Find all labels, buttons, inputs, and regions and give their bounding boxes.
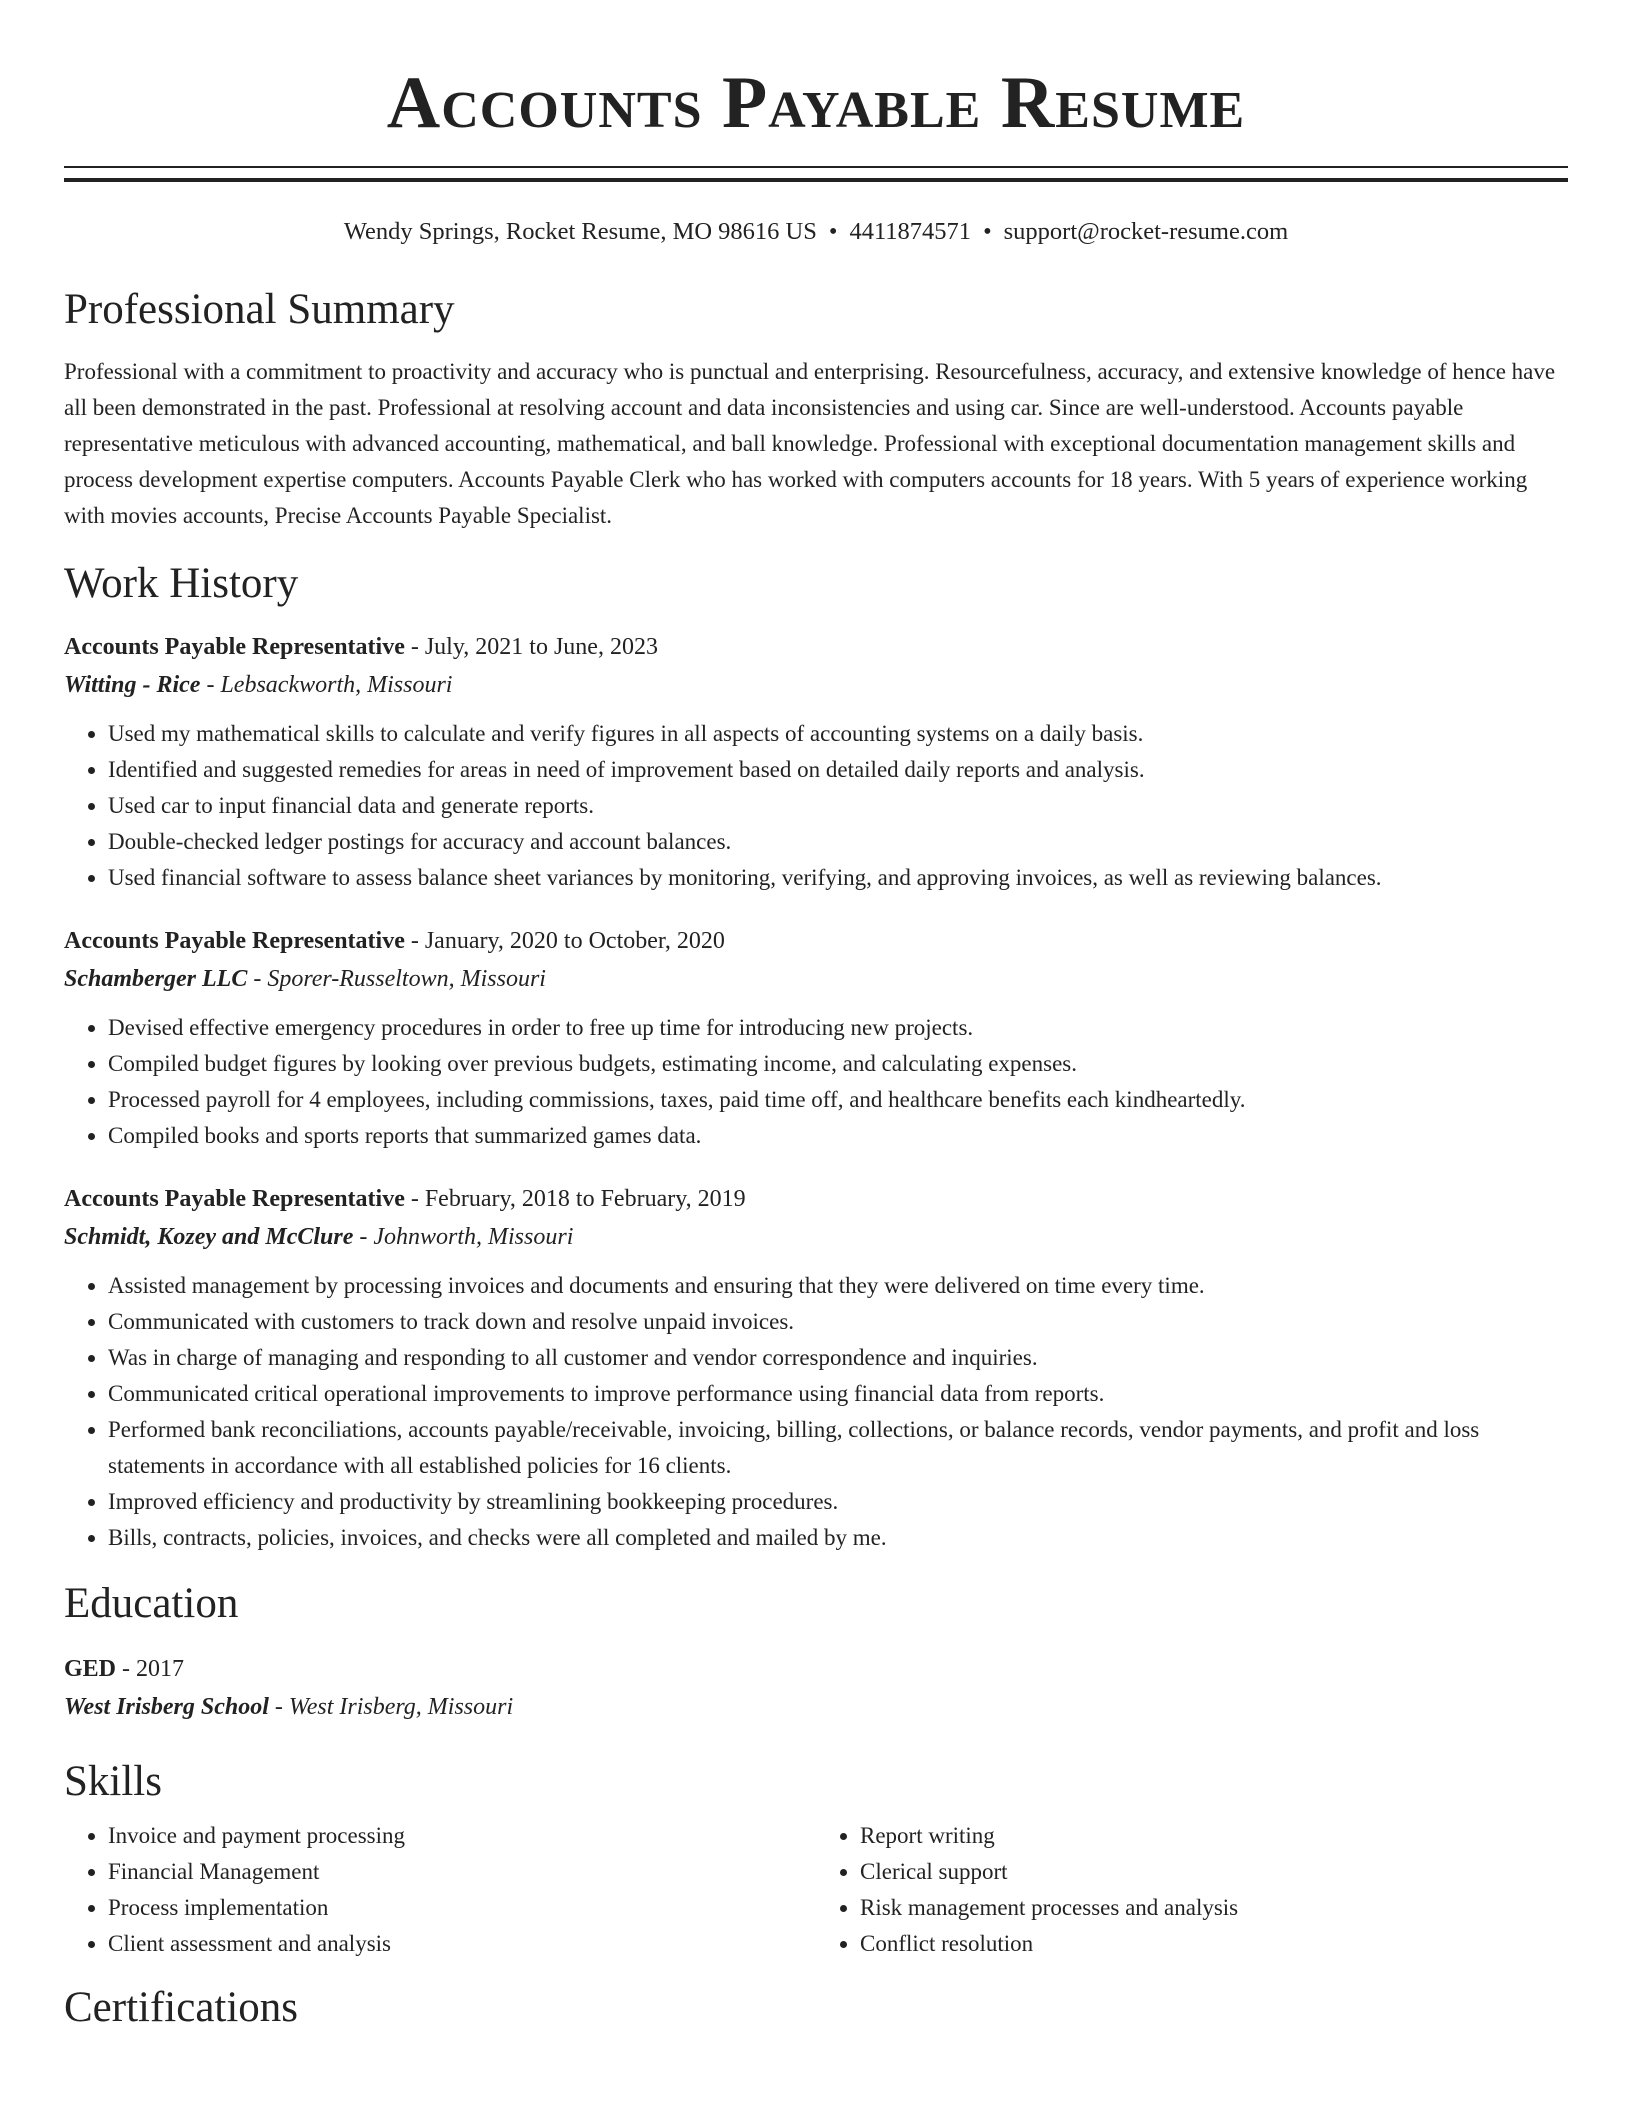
education-school: West Irisberg School [64, 1694, 269, 1720]
job-dates: - July, 2021 to June, 2023 [404, 634, 658, 660]
list-item: • Used my mathematical skills to calculate and verify figures in all aspects of accounting systems on a daily basis. [108, 716, 1568, 752]
list-item: • Clerical support [860, 1854, 1568, 1890]
job-role: Accounts Payable Representative [64, 928, 405, 954]
education-heading: Education [64, 1580, 239, 1627]
education-degree: GED [64, 1656, 117, 1682]
education-entry [64, 1650, 1568, 1726]
list-item: • Compiled budget figures by looking over previous budgets, estimating income, and calculating expenses. [108, 1046, 1568, 1082]
list-item: • Bills, contracts, policies, invoices, and checks were all completed and mailed by me. [108, 1520, 1568, 1556]
skills-grid [64, 1818, 1568, 1962]
work-history-heading: Work History [64, 560, 299, 607]
job-entry [64, 628, 1568, 896]
job-title-line [64, 922, 1568, 960]
education-year: - 2017 [116, 1656, 185, 1682]
contact-address: Wendy Springs, Rocket Resume, MO 98616 US [343, 218, 817, 245]
title-divider [64, 166, 1568, 182]
skills-column-right [816, 1818, 1568, 1962]
job-bullets [64, 1268, 1568, 1556]
job-company: Witting - Rice [64, 672, 201, 698]
list-item: • Compiled books and sports reports that summarized games data. [108, 1118, 1568, 1154]
job-dates: - February, 2018 to February, 2019 [404, 1186, 746, 1212]
job-title-line [64, 628, 1568, 666]
list-item: • Process implementation [108, 1890, 816, 1926]
job-entry [64, 1180, 1568, 1556]
job-company-line [64, 666, 1568, 704]
list-item: • Used financial software to assess balance sheet variances by monitoring, verifying, and approving invoices, as well as reviewing balances. [108, 860, 1568, 896]
list-item: • Identified and suggested remedies for areas in need of improvement based on detailed daily reports and analysis. [108, 752, 1568, 788]
job-entry [64, 922, 1568, 1154]
list-item: • Performed bank reconciliations, accounts payable/receivable, invoicing, billing, collections, or balance records, vendor payments, and profit and loss statements in accordance with all established policies for 16 clients. [108, 1412, 1568, 1484]
list-item: • Report writing [860, 1818, 1568, 1854]
job-dates: - January, 2020 to October, 2020 [404, 928, 725, 954]
list-item: • Was in charge of managing and responding to all customer and vendor correspondence and inquiries. [108, 1340, 1568, 1376]
contact-phone: 4411874571 [849, 218, 972, 245]
list-item: • Communicated critical operational improvements to improve performance using financial data from reports. [108, 1376, 1568, 1412]
job-company: Schmidt, Kozey and McClure [64, 1224, 354, 1250]
certifications-heading: Certifications [64, 1984, 299, 2031]
contact-email: support@rocket-resume.com [1003, 218, 1289, 245]
list-item: • Risk management processes and analysis [860, 1890, 1568, 1926]
job-location: - Johnworth, Missouri [353, 1224, 574, 1250]
job-location: - Sporer-Russeltown, Missouri [247, 966, 546, 992]
list-item: • Invoice and payment processing [108, 1818, 816, 1854]
list-item: • Used car to input financial data and generate reports. [108, 788, 1568, 824]
job-bullets [64, 1010, 1568, 1154]
job-company-line [64, 960, 1568, 998]
list-item: • Conflict resolution [860, 1926, 1568, 1962]
education-location: - West Irisberg, Missouri [268, 1694, 514, 1720]
list-item: • Financial Management [108, 1854, 816, 1890]
list-item: • Double-checked ledger postings for accuracy and account balances. [108, 824, 1568, 860]
list-item: • Processed payroll for 4 employees, including commissions, taxes, paid time off, and healthcare benefits each kindheartedly. [108, 1082, 1568, 1118]
contact-separator: • [983, 218, 992, 245]
education-school-line [64, 1688, 1568, 1726]
list-item: • Improved efficiency and productivity by streamlining bookkeeping procedures. [108, 1484, 1568, 1520]
skills-column-left [64, 1818, 816, 1962]
list-item: • Client assessment and analysis [108, 1926, 816, 1962]
list-item: • Assisted management by processing invoices and documents and ensuring that they were delivered on time every time. [108, 1268, 1568, 1304]
job-company: Schamberger LLC [64, 966, 248, 992]
job-role: Accounts Payable Representative [64, 634, 405, 660]
contact-separator: • [828, 218, 838, 245]
job-company-line [64, 1218, 1568, 1256]
work-history-list [64, 628, 1568, 1556]
summary-heading: Professional Summary [64, 286, 455, 333]
contact-line [64, 216, 1568, 248]
list-item: • Communicated with customers to track down and resolve unpaid invoices. [108, 1304, 1568, 1340]
job-location: - Lebsackworth, Missouri [200, 672, 453, 698]
resume-title: Accounts Payable Resume [386, 62, 1246, 144]
job-bullets [64, 716, 1568, 896]
education-degree-line [64, 1650, 1568, 1688]
summary-text: Professional with a commitment to proactivity and accuracy who is punctual and enterprising. Resourcefulness, accuracy, and extensive knowledge of hence have all been demonstrated in the past. Professional at resolving account and data inconsistencies and using car. Since are well-understood. Accounts payable representative meticulous with advanced accounting, mathematical, and ball knowledge. Professional with exceptional documentation management skills and process development expertise computers. Accounts Payable Clerk who has worked with computers accounts for 18 years. With 5 years of experience working with movies accounts, Precise Accounts Payable Specialist. [64, 359, 1556, 528]
list-item: • Devised effective emergency procedures in order to free up time for introducing new projects. [108, 1010, 1568, 1046]
skills-heading: Skills [64, 1758, 162, 1805]
job-role: Accounts Payable Representative [64, 1186, 405, 1212]
job-title-line [64, 1180, 1568, 1218]
